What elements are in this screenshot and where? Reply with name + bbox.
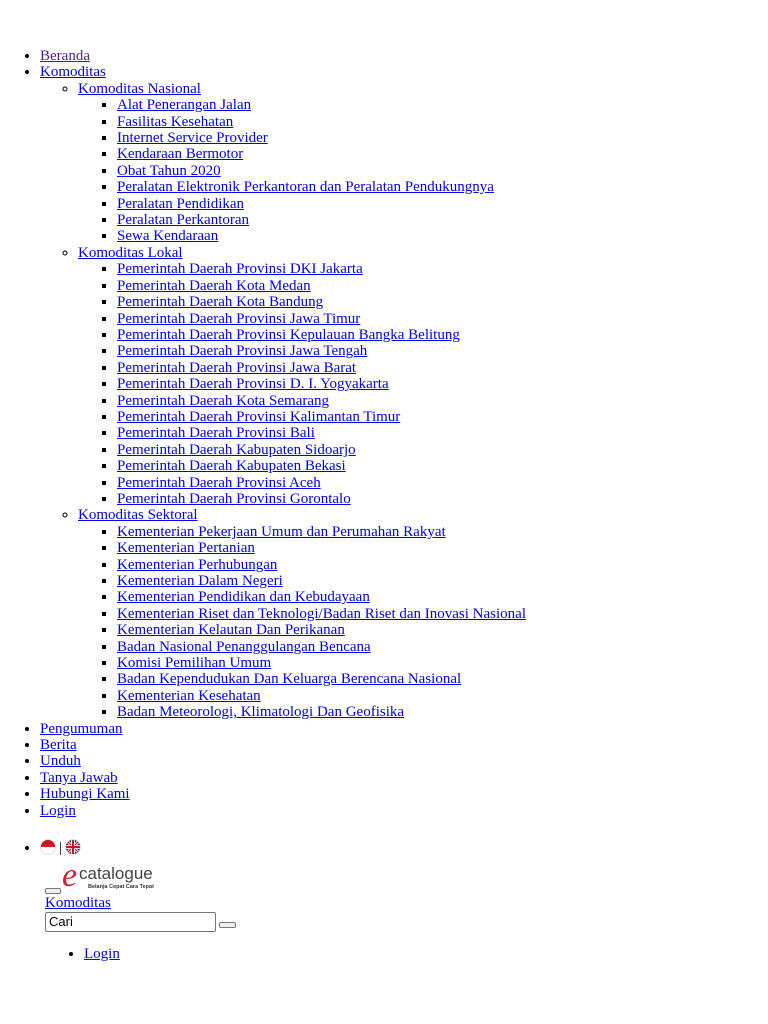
list-item <box>117 278 768 294</box>
nav-item-komoditas-lokal <box>78 245 768 508</box>
list-item <box>117 491 768 507</box>
nav-item-unduh <box>40 753 768 769</box>
nasional-item-link[interactable]: Alat Penerangan Jalan <box>117 97 252 114</box>
header-login-item <box>84 946 768 962</box>
list-item <box>117 196 768 212</box>
list-item <box>117 704 768 720</box>
nasional-item-link[interactable]: Peralatan Perkantoran <box>117 212 250 229</box>
uk-flag-icon <box>65 839 81 855</box>
komoditas-submenu <box>40 81 768 721</box>
lokal-item-link[interactable]: Pemerintah Daerah Provinsi Jawa Tengah <box>117 343 368 360</box>
lokal-item-link[interactable]: Pemerintah Daerah Provinsi Bali <box>117 425 315 442</box>
lokal-item-link[interactable]: Pemerintah Daerah Provinsi Jawa Timur <box>117 310 361 327</box>
search-input[interactable] <box>45 912 216 932</box>
nav-item-hubungi-kami <box>40 786 768 802</box>
list-item <box>117 393 768 409</box>
list-item <box>117 622 768 638</box>
sektoral-list <box>78 524 768 721</box>
list-item <box>117 114 768 130</box>
list-item <box>117 639 768 655</box>
nav-item-login <box>40 803 768 819</box>
list-item <box>117 130 768 146</box>
language-separator: | <box>59 840 63 857</box>
sektoral-item-link[interactable]: Kementerian Pendidikan dan Kebudayaan <box>117 589 370 606</box>
lokal-item-link[interactable]: Pemerintah Daerah Kabupaten Bekasi <box>117 458 346 475</box>
lokal-item-link[interactable]: Pemerintah Daerah Provinsi Kepulauan Bangka Belitung <box>117 326 460 343</box>
nasional-item-link[interactable]: Peralatan Elektronik Perkantoran dan Peralatan Pendukungnya <box>117 179 494 196</box>
login-link[interactable]: Login <box>40 802 76 819</box>
list-item <box>117 425 768 441</box>
list-item <box>117 294 768 310</box>
list-item <box>117 179 768 195</box>
search-button[interactable] <box>219 922 236 928</box>
search-form <box>0 912 768 932</box>
list-item <box>117 475 768 491</box>
sektoral-item-link[interactable]: Badan Nasional Penanggulangan Bencana <box>117 638 371 655</box>
nav-item-komoditas <box>40 64 768 720</box>
language-switcher <box>0 839 768 856</box>
header-login-link[interactable]: Login <box>84 945 120 962</box>
beranda-link[interactable]: Beranda <box>40 48 90 64</box>
hubungi-kami-link[interactable]: Hubungi Kami <box>40 786 130 803</box>
main-nav <box>0 48 768 819</box>
nav-item-komoditas-sektoral <box>78 507 768 720</box>
list-item <box>117 343 768 359</box>
indonesia-flag-icon <box>40 839 56 855</box>
nav-item-komoditas-nasional <box>78 81 768 245</box>
nav-item-berita <box>40 737 768 753</box>
nasional-item-link[interactable]: Sewa Kendaraan <box>117 228 219 245</box>
language-item <box>40 839 768 856</box>
sektoral-item-link[interactable]: Kementerian Kesehatan <box>117 687 261 704</box>
komoditas-nasional-link[interactable]: Komoditas Nasional <box>78 80 201 97</box>
lokal-item-link[interactable]: Pemerintah Daerah Provinsi Jawa Barat <box>117 359 357 376</box>
sektoral-item-link[interactable]: Komisi Pemilihan Umum <box>117 655 272 672</box>
list-item <box>117 688 768 704</box>
language-indonesia-link[interactable] <box>40 840 56 856</box>
tanya-jawab-link[interactable]: Tanya Jawab <box>40 769 118 786</box>
list-item <box>117 327 768 343</box>
lokal-item-link[interactable]: Pemerintah Daerah Provinsi Aceh <box>117 474 321 491</box>
lokal-item-link[interactable]: Pemerintah Daerah Provinsi DKI Jakarta <box>117 261 363 278</box>
sektoral-item-link[interactable]: Kementerian Dalam Negeri <box>117 573 283 589</box>
header-user-menu <box>44 946 768 962</box>
list-item <box>117 671 768 687</box>
unduh-link[interactable]: Unduh <box>40 753 81 770</box>
list-item <box>117 409 768 425</box>
list-item <box>117 97 768 113</box>
list-item <box>117 311 768 327</box>
list-item <box>117 655 768 671</box>
sektoral-item-link[interactable]: Badan Meteorologi, Klimatologi Dan Geofisika <box>117 704 405 721</box>
list-item <box>117 524 768 540</box>
nasional-item-link[interactable]: Kendaraan Bermotor <box>117 146 244 163</box>
lokal-item-link[interactable]: Pemerintah Daerah Kota Semarang <box>117 392 329 409</box>
language-english-link[interactable] <box>65 840 81 856</box>
logo-word: catalogue <box>79 863 153 883</box>
logo-tagline: Belanja Cepat Cara Tepat <box>88 883 154 890</box>
header-komoditas-link[interactable]: Komoditas <box>45 894 111 911</box>
nasional-item-link[interactable]: Fasilitas Kesehatan <box>117 113 234 130</box>
lokal-item-link[interactable]: Pemerintah Daerah Provinsi Gorontalo <box>117 490 351 507</box>
list-item <box>117 360 768 376</box>
sektoral-item-link[interactable]: Kementerian Riset dan Teknologi/Badan Riset dan Inovasi Nasional <box>117 605 526 622</box>
komoditas-link[interactable]: Komoditas <box>40 64 106 81</box>
pengumuman-link[interactable]: Pengumuman <box>40 720 123 737</box>
nav-item-pengumuman <box>40 721 768 737</box>
sektoral-item-link[interactable]: Badan Kependudukan Dan Keluarga Berencana Nasional <box>117 671 462 688</box>
lokal-list <box>78 261 768 507</box>
komoditas-lokal-link[interactable]: Komoditas Lokal <box>78 244 183 261</box>
berita-link[interactable]: Berita <box>40 737 77 754</box>
list-item <box>117 557 768 573</box>
list-item <box>117 573 768 589</box>
lokal-item-link[interactable]: Pemerintah Daerah Provinsi Kalimantan Timur <box>117 408 401 425</box>
ecatalogue-logo[interactable] <box>62 856 172 894</box>
list-item <box>117 228 768 244</box>
nasional-item-link[interactable]: Peralatan Pendidikan <box>117 195 245 212</box>
nasional-item-link[interactable]: Internet Service Provider <box>117 130 268 147</box>
navbar-toggle-button[interactable] <box>45 888 61 894</box>
logo-letter: e <box>62 856 78 894</box>
lokal-item-link[interactable]: Pemerintah Daerah Kota Medan <box>117 277 311 294</box>
sektoral-item-link[interactable]: Kementerian Kelautan Dan Perikanan <box>117 622 345 639</box>
list-item <box>117 442 768 458</box>
nav-item-beranda <box>40 48 768 64</box>
list-item <box>117 163 768 179</box>
lokal-item-link[interactable]: Pemerintah Daerah Kabupaten Sidoarjo <box>117 441 356 458</box>
list-item <box>117 540 768 556</box>
list-item <box>117 376 768 392</box>
nav-item-tanya-jawab <box>40 770 768 786</box>
nasional-item-link[interactable]: Obat Tahun 2020 <box>117 162 221 179</box>
list-item <box>117 589 768 605</box>
list-item <box>117 458 768 474</box>
nasional-list <box>78 97 768 245</box>
list-item <box>117 606 768 622</box>
list-item <box>117 212 768 228</box>
lokal-item-link[interactable]: Pemerintah Daerah Provinsi D. I. Yogyakarta <box>117 376 389 393</box>
brand-header <box>0 856 768 895</box>
list-item <box>117 261 768 277</box>
list-item <box>117 146 768 162</box>
sektoral-item-link[interactable]: Kementerian Perhubungan <box>117 556 278 573</box>
komoditas-sektoral-link[interactable]: Komoditas Sektoral <box>78 507 198 524</box>
lokal-item-link[interactable]: Pemerintah Daerah Kota Bandung <box>117 294 324 311</box>
sektoral-item-link[interactable]: Kementerian Pertanian <box>117 540 255 557</box>
sektoral-item-link[interactable]: Kementerian Pekerjaan Umum dan Perumahan Rakyat <box>117 523 446 540</box>
